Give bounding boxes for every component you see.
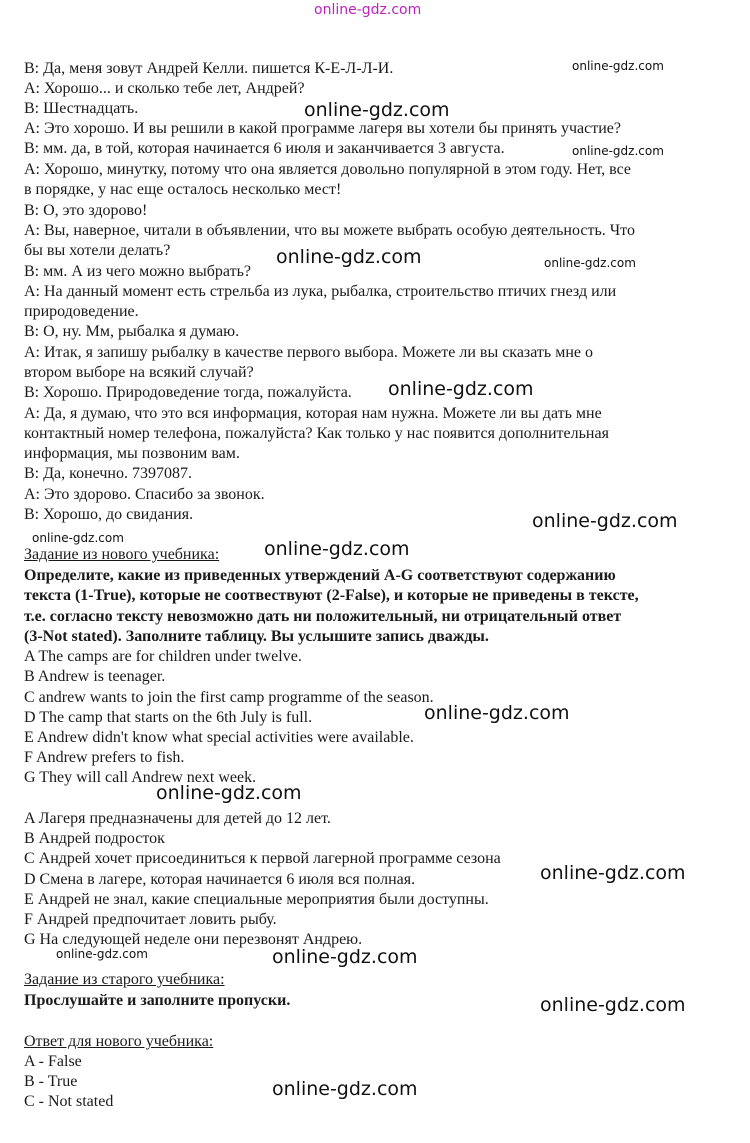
dialogue-line: B: мм. да, в той, которая начинается 6 июля и заканчивается 3 августа.: [24, 140, 505, 157]
task-instruction-line: Определите, какие из приведенных утверждений A-G соответствуют содержанию: [24, 567, 616, 584]
dialogue-line: B: О, ну. Мм, рыбалка я думаю.: [24, 323, 240, 340]
watermark-top: online-gdz.com: [314, 2, 422, 18]
watermark: online-gdz.com: [272, 946, 418, 968]
dialogue-line: A: Вы, наверное, читали в объявлении, что вы можете выбрать особую деятельность. Что: [24, 222, 635, 239]
task-instruction-line: т.е. согласно тексту невозможно дать ни положительный, ни отрицательный ответ: [24, 608, 622, 625]
dialogue-line: втором выборе на всякий случай?: [24, 364, 254, 381]
answer-item: B - True: [24, 1073, 78, 1090]
statement-ru: F Андрей предпочитает ловить рыбу.: [24, 911, 277, 928]
answers-heading: Ответ для нового учебника:: [24, 1033, 214, 1050]
new-task-heading: Задание из нового учебника:: [24, 546, 220, 563]
dialogue-line: A: Хорошо, минутку, потому что она является довольно популярной в этом году. Нет, все: [24, 161, 631, 178]
watermark: online-gdz.com: [264, 538, 410, 560]
dialogue-line: информация, мы позвоним вам.: [24, 445, 240, 462]
dialogue-line: B: Да, меня зовут Андрей Келли. пишется К-Е-Л-Л-И.: [24, 60, 394, 77]
dialogue-line: B: Хорошо, до свидания.: [24, 506, 194, 523]
dialogue-line: B: Да, конечно. 7397087.: [24, 465, 192, 482]
dialogue-line: A: Хорошо... и сколько тебе лет, Андрей?: [24, 80, 305, 97]
task-instruction-line: текста (1-True), которые не соотвествуют (2-False), и которые не приведены в тексте,: [24, 587, 639, 604]
dialogue-line: B: О, это здорово!: [24, 202, 148, 219]
dialogue-line: A: Это хорошо. И вы решили в какой программе лагеря вы хотели бы принять участие?: [24, 120, 621, 137]
watermark: online-gdz.com: [572, 144, 664, 158]
dialogue-line: природоведение.: [24, 303, 139, 320]
watermark: online-gdz.com: [32, 531, 124, 545]
statement-ru: E Андрей не знал, какие специальные мероприятия были доступны.: [24, 891, 489, 908]
watermark: online-gdz.com: [272, 1078, 418, 1100]
watermark: online-gdz.com: [544, 256, 636, 270]
statement-ru: B Андрей подросток: [24, 830, 165, 847]
statement-en: D The camp that starts on the 6th July is full.: [24, 709, 313, 726]
watermark: online-gdz.com: [532, 510, 678, 532]
task-instruction-line: (3-Not stated). Заполните таблицу. Вы услышите запись дважды.: [24, 628, 489, 645]
dialogue-line: в порядке, у нас еще осталось несколько мест!: [24, 181, 342, 198]
watermark: online-gdz.com: [572, 59, 664, 73]
old-task-heading: Задание из старого учебника:: [24, 971, 225, 988]
statement-en: A The camps are for children under twelve.: [24, 648, 302, 665]
statement-ru: A Лагеря предназначены для детей до 12 лет.: [24, 810, 331, 827]
watermark: online-gdz.com: [276, 246, 422, 268]
watermark: online-gdz.com: [304, 99, 450, 121]
dialogue-line: A: Итак, я запишу рыбалку в качестве первого выбора. Можете ли вы сказать мне о: [24, 344, 594, 361]
answer-item: A - False: [24, 1053, 82, 1070]
dialogue-line: A: Да, я думаю, что это вся информация, которая нам нужна. Можете ли вы дать мне: [24, 405, 602, 422]
watermark: online-gdz.com: [424, 702, 570, 724]
dialogue-line: бы вы хотели делать?: [24, 242, 171, 259]
statement-ru: G На следующей неделе они перезвонят Андрею.: [24, 931, 363, 948]
dialogue-line: контактный номер телефона, пожалуйста? Как только у нас появится дополнительная: [24, 425, 609, 442]
dialogue-line: A: На данный момент есть стрельба из лука, рыбалка, строительство птичих гнезд или: [24, 283, 617, 300]
watermark: online-gdz.com: [540, 994, 686, 1016]
statement-en: C andrew wants to join the first camp programme of the season.: [24, 689, 434, 706]
dialogue-line: B: Хорошо. Природоведение тогда, пожалуйста.: [24, 384, 352, 401]
old-task-instruction: Прослушайте и заполните пропуски.: [24, 992, 291, 1009]
statement-en: F Andrew prefers to fish.: [24, 749, 185, 766]
statement-en: G They will call Andrew next week.: [24, 769, 257, 786]
answer-item: C - Not stated: [24, 1093, 114, 1110]
dialogue-line: A: Это здорово. Спасибо за звонок.: [24, 486, 265, 503]
statement-en: E Andrew didn't know what special activities were available.: [24, 729, 414, 746]
statement-ru: D Смена в лагере, которая начинается 6 июля вся полная.: [24, 871, 416, 888]
dialogue-line: B: мм. А из чего можно выбрать?: [24, 263, 251, 280]
statement-ru: C Андрей хочет присоединиться к первой лагерной программе сезона: [24, 850, 501, 867]
watermark: online-gdz.com: [540, 862, 686, 884]
watermark: online-gdz.com: [56, 947, 148, 961]
statement-en: B Andrew is teenager.: [24, 668, 166, 685]
dialogue-line: B: Шестнадцать.: [24, 100, 139, 117]
watermark: online-gdz.com: [388, 378, 534, 400]
watermark: online-gdz.com: [156, 782, 302, 804]
